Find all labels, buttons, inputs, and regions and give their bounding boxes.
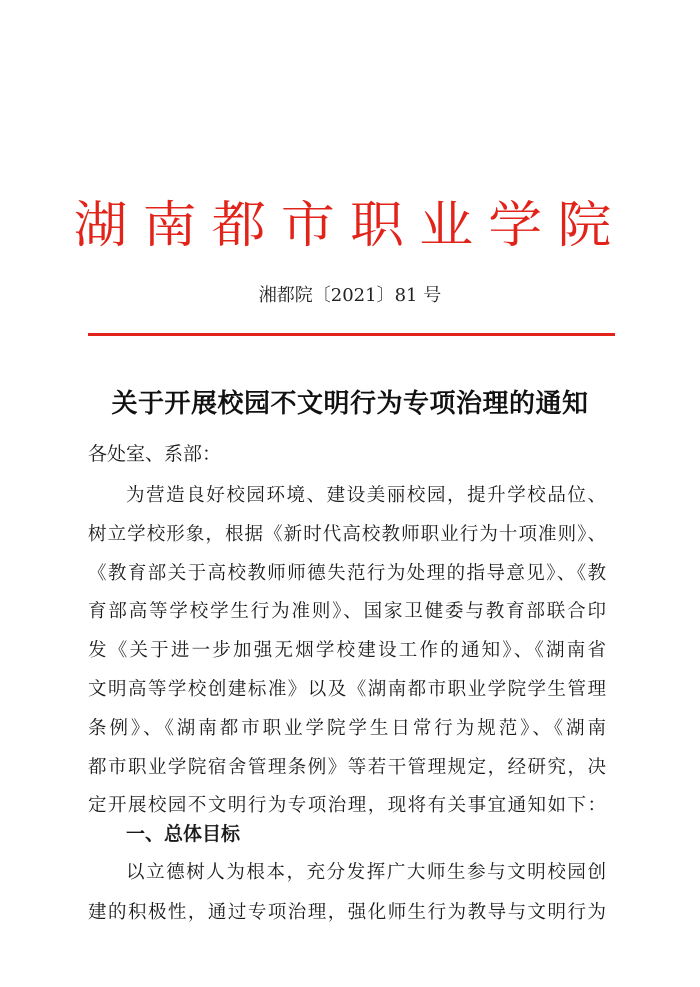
paragraph-line: 为营造良好校园环境、建设美丽校园，提升学校品位、 — [126, 485, 606, 506]
salutation: 各处室、系部： — [88, 443, 222, 465]
notice-title: 关于开展校园不文明行为专项治理的通知 — [111, 389, 589, 419]
paragraph-1 — [88, 477, 606, 826]
paragraph-line: 育部高等学校学生行为准则》、国家卫健委与教育部联合印 — [88, 601, 606, 623]
paragraph-line: 建的积极性，通过专项治理，强化师生行为教导与文明行为 — [88, 902, 606, 923]
paragraph-line: 条例》、《湖南都市职业学院学生日常行为规范》、《湖南 — [88, 717, 606, 739]
red-divider-line — [88, 333, 615, 336]
section-heading-goals: 一、总体目标 — [126, 823, 241, 845]
paragraph-line: 文明高等学校创建标准》以及《湖南都市职业学院学生管理 — [88, 678, 606, 700]
paragraph-line: 发《关于进一步加强无烟学校建设工作的通知》、《湖南省 — [88, 640, 606, 662]
paragraph-line: 《教育部关于高校教师师德失范行为处理的指导意见》、《教 — [88, 562, 606, 584]
paragraph-line: 都市职业学院宿舍管理条例》等若干管理规定，经研究，决 — [88, 756, 606, 778]
document-number: 湘都院〔2021〕81 号 — [258, 285, 442, 306]
paragraph-line: 定开展校园不文明行为专项治理，现将有关事宜通知如下： — [88, 795, 606, 817]
paragraph-2 — [88, 853, 606, 933]
paragraph-line: 树立学校形象，根据《新时代高校教师职业行为十项准则》、 — [88, 523, 606, 545]
institution-header: 湖南都市职业学院 — [73, 196, 627, 254]
paragraph-line: 以立德树人为根本，充分发挥广大师生参与文明校园创 — [126, 862, 606, 883]
